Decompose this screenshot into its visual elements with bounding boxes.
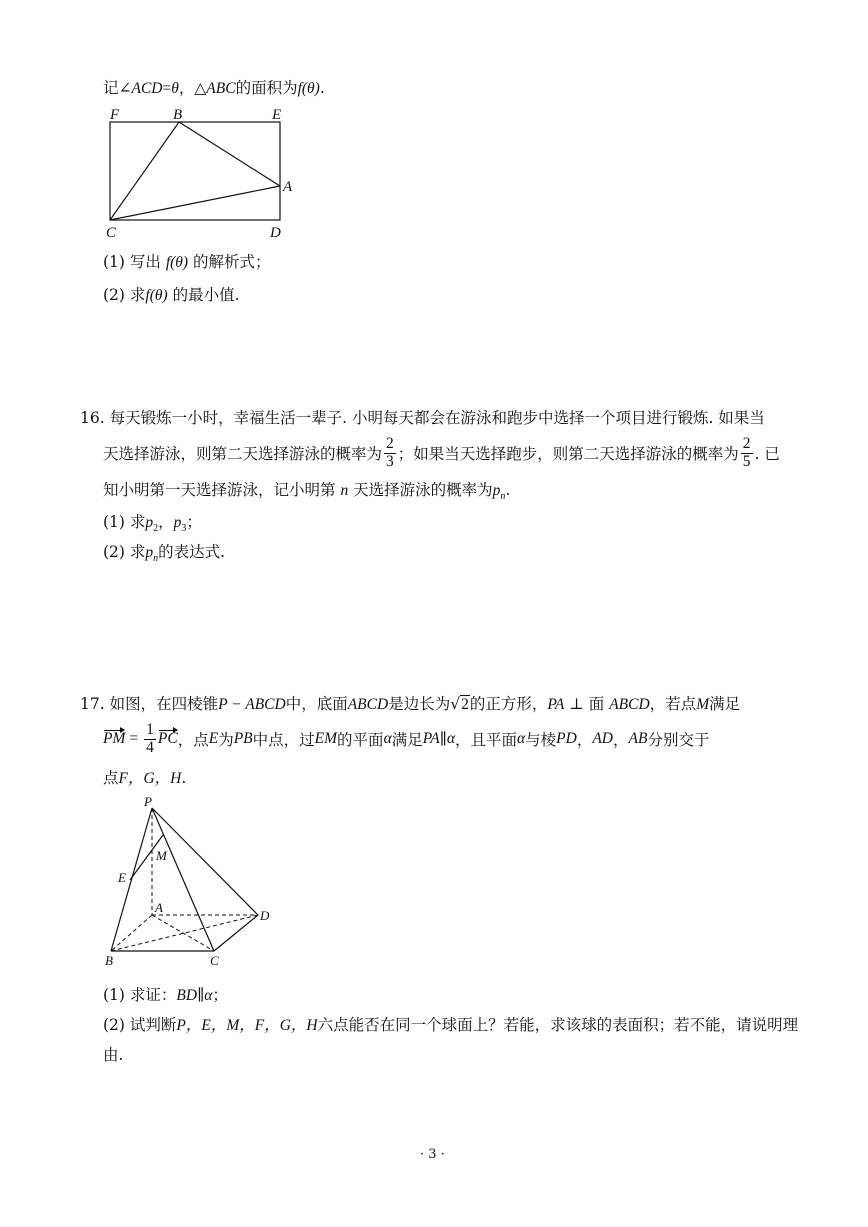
label-C: C: [106, 225, 117, 241]
p17-q2-cont: 由.: [103, 1046, 124, 1064]
edge-pc: [152, 808, 214, 951]
p17-line2: PM = $\frac{1}{4}$ PC ，点 E 为 PB 中点，过 EM 的平面 α 满足 PA ∥ α ，且平面 α 与棱 PD ， AD ， AB 分别交于: [103, 721, 710, 756]
segment-ba: [179, 122, 280, 186]
label-C: C: [210, 953, 219, 968]
p16-q1: (1) 求$p_2$，$p_3$；: [103, 513, 202, 535]
fraction-two-fifths: $\frac{2}{5}$: [742, 435, 751, 470]
label-P: P: [144, 794, 152, 809]
segment-cb: [110, 122, 179, 220]
label-A: A: [155, 900, 163, 915]
segment-ca: [110, 186, 280, 220]
p15-intro: 记∠ACD=θ，△ABC的面积为f(θ).: [103, 79, 325, 97]
label-E: E: [272, 107, 282, 123]
edge-pd: [152, 808, 258, 915]
pyramid-figure: [100, 794, 280, 972]
label-D: D: [270, 225, 281, 241]
fraction-one-quarter: $\frac{1}{4}$: [146, 721, 154, 756]
p17-q1: (1) 求证：BD∥α；: [103, 986, 228, 1004]
p16-line2: 天选择游泳，则第二天选择游泳的概率为 $\frac{2}{3}$ ；如果当天选择跑步，则第二天选择游泳的概率为 $\frac{2}{5}$ . 已: [103, 435, 780, 470]
label-B: B: [105, 953, 113, 968]
rectangle-figure: [100, 104, 310, 242]
p15-q1: (1) 写出 f(θ) 的解析式；: [103, 253, 271, 271]
p17-line1: 17. 如图，在四棱锥P − ABCD中，底面ABCD是边长为√2的正方形，PA ⊥ 面 ABCD，若点M满足: [80, 695, 741, 713]
p16-line1: 16. 每天锻炼一小时，幸福生活一辈子. 小明每天都会在游泳和跑步中选择一个项目进行锻炼. 如果当: [80, 409, 765, 427]
vector-pm: PM: [103, 730, 126, 747]
vector-pc: PC: [157, 730, 178, 747]
p17-number: 17.: [80, 695, 105, 713]
label-D: D: [260, 908, 270, 923]
p17-q2: (2) 试判断P，E，M，F，G，H六点能否在同一个球面上？若能，求该球的表面积；若不能，请说明理: [103, 1016, 799, 1034]
label-E: E: [118, 870, 126, 885]
label-A: A: [283, 179, 293, 195]
p15-q2: (2) 求f(θ) 的最小值.: [103, 286, 240, 304]
p16-number: 16.: [80, 409, 105, 427]
hidden-diagonal-ac: [152, 915, 214, 951]
page-number: · 3 ·: [420, 1147, 445, 1162]
label-F: F: [110, 107, 120, 123]
p17-line3: 点F，G，H.: [103, 769, 187, 787]
label-M: M: [156, 848, 167, 863]
label-B: B: [173, 107, 183, 123]
sqrt-two: √2: [450, 695, 469, 713]
fraction-two-thirds: $\frac{2}{3}$: [386, 435, 394, 470]
p16-q2: (2) 求$p_n$的表达式.: [103, 543, 226, 565]
rect-fecd: [110, 122, 280, 220]
p16-line3: 知小明第一天选择游泳，记小明第 n 天选择游泳的概率为$p_n$.: [103, 481, 511, 503]
